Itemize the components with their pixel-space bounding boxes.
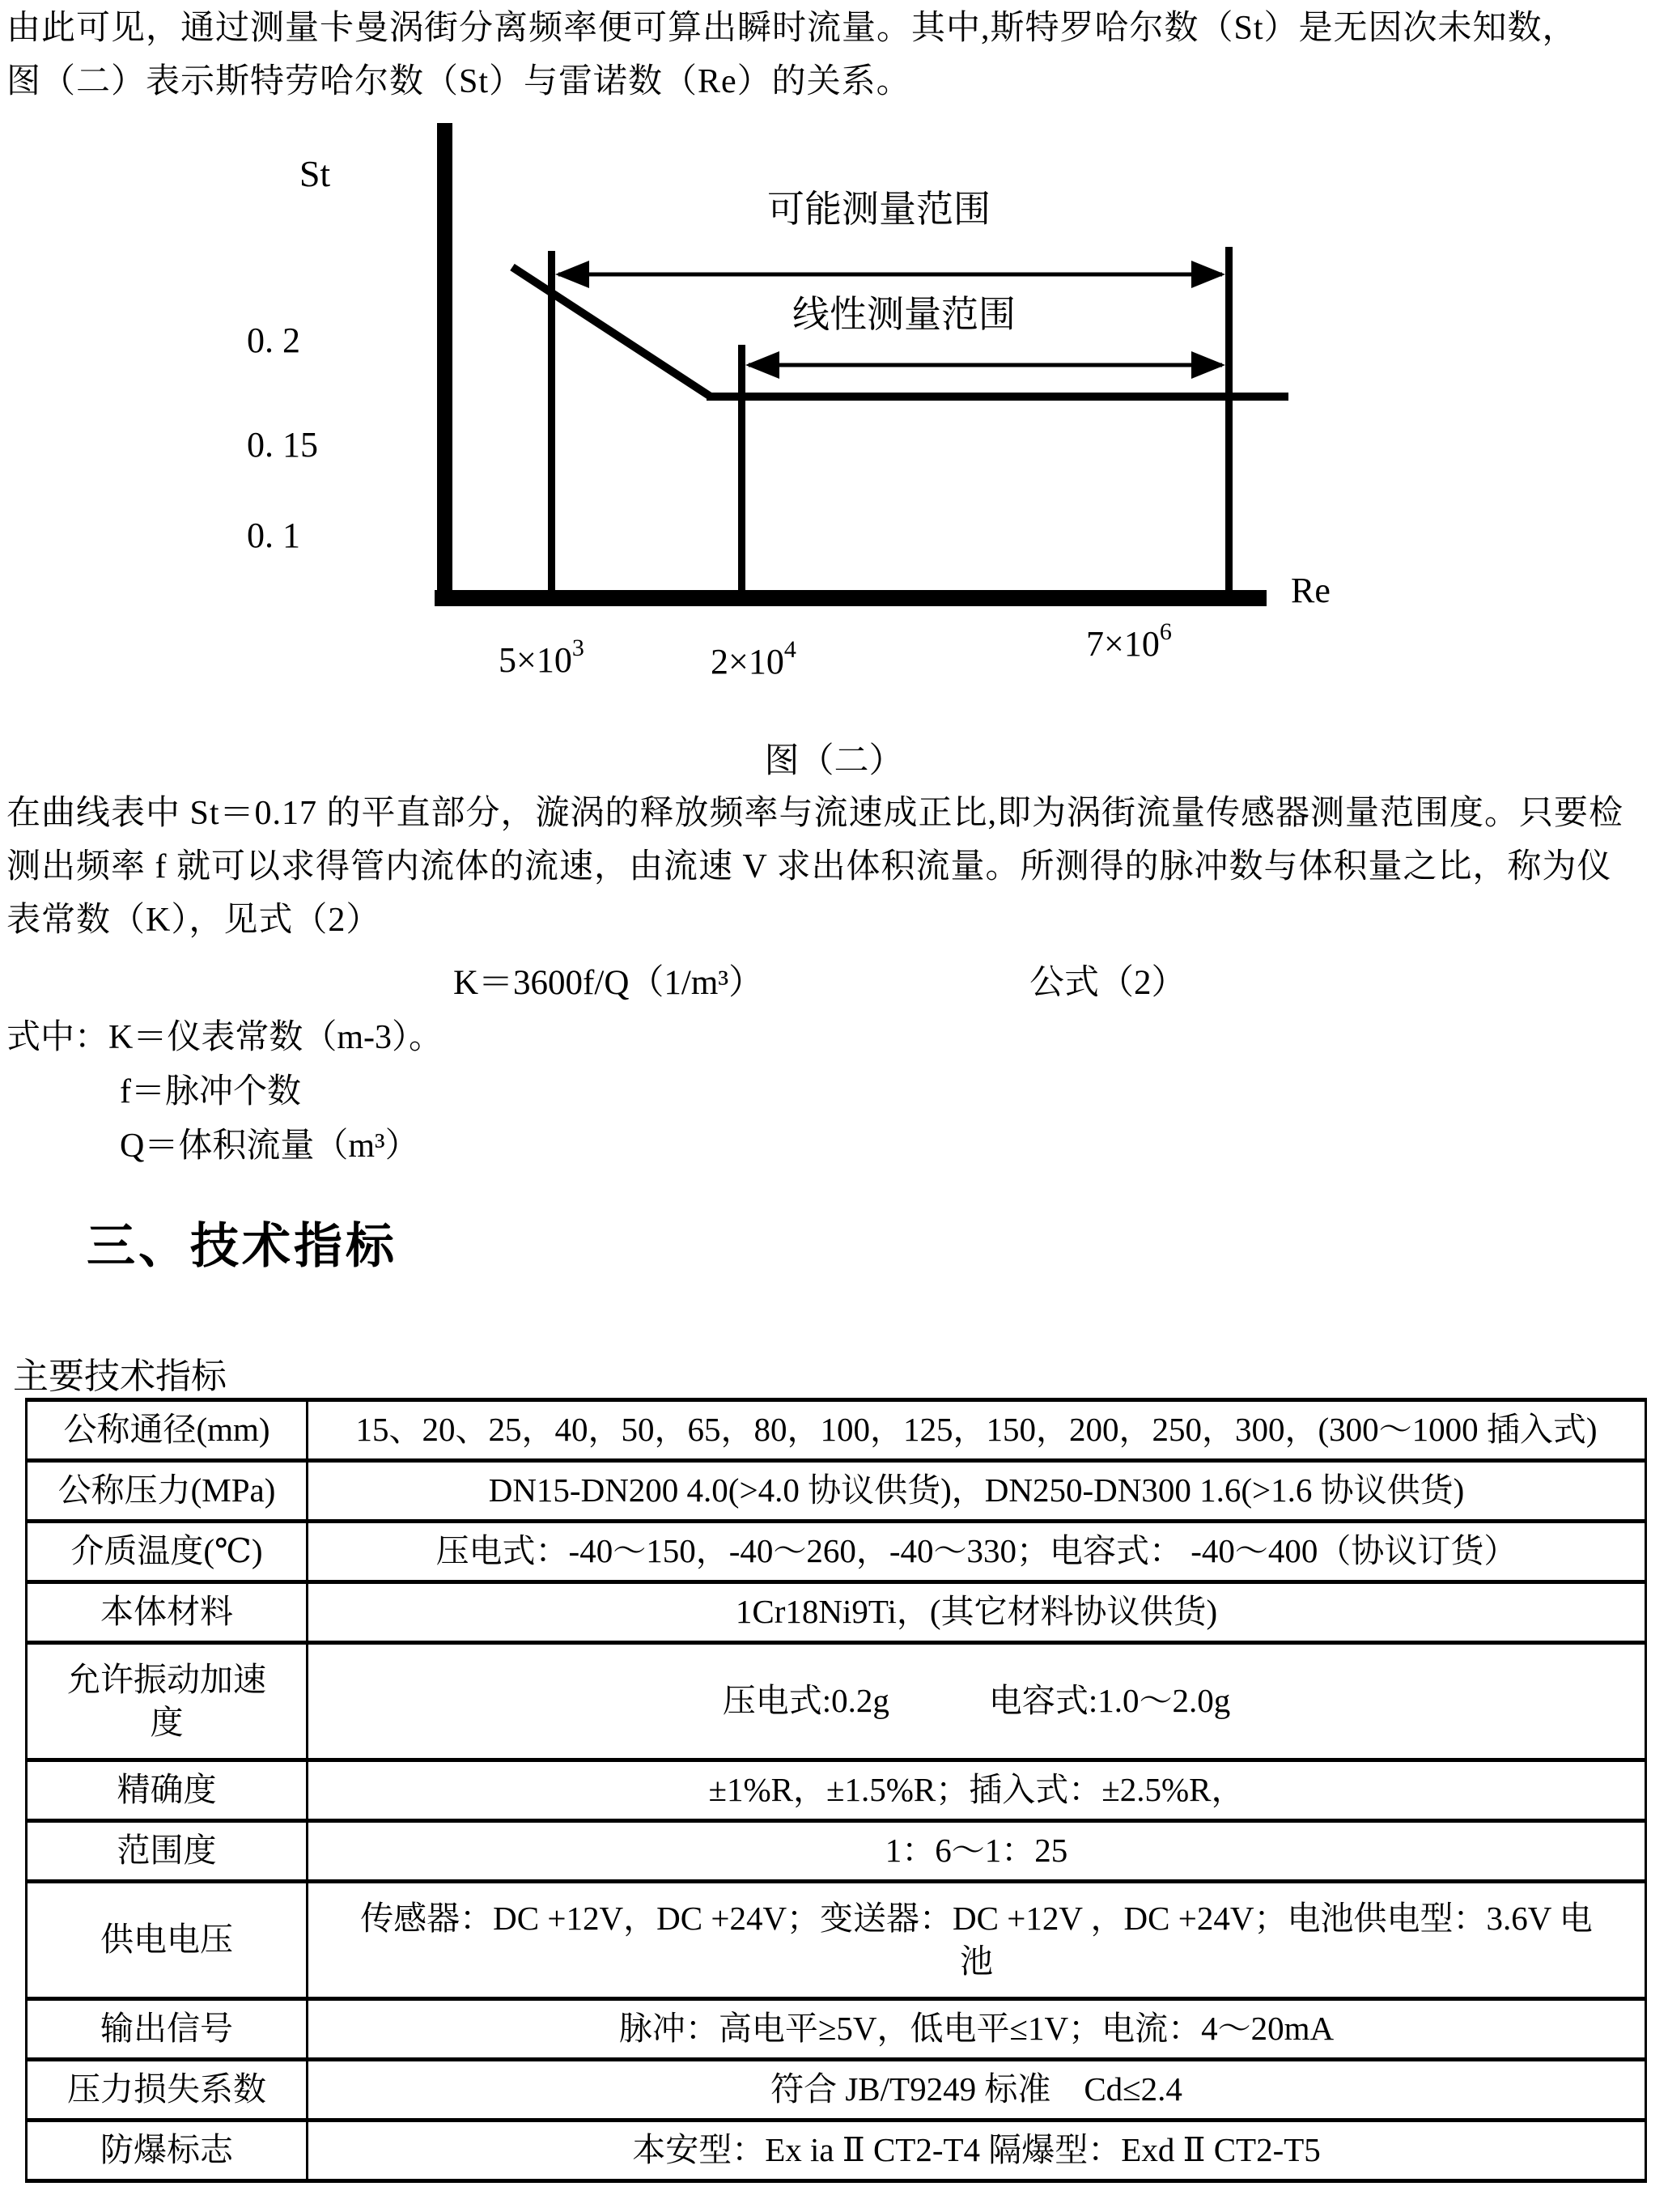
x-tick-label: $2\times 10^4$: [711, 636, 796, 681]
row-label-cell: [27, 1643, 308, 1760]
row-label-line: 度: [150, 1704, 184, 1741]
row-value-cell: DN15-DN200 4.0(>4.0 协议供货)，DN250-DN300 1.6(>1.6 协议供货): [308, 1461, 1646, 1522]
y-axis-line: [437, 123, 452, 606]
table-title: 主要技术指标: [13, 1356, 227, 1396]
table-row: [27, 1643, 1646, 1760]
row-value-cell: 压电式：-40～150，-40～260，-40～330；电容式： -40～400（协议订货）: [308, 1522, 1646, 1582]
y-tick-label: 0. 2: [247, 321, 300, 360]
linear-range-label: 线性测量范围: [792, 294, 1016, 335]
possible-range-label: 可能测量范围: [767, 189, 991, 230]
x-axis-line: [435, 590, 1267, 606]
table-row: [27, 1400, 1646, 1461]
row-label-cell: 输出信号: [27, 1999, 308, 2060]
row-value-cell: 1Cr18Ni9Ti，(其它材料协议供货): [308, 1582, 1646, 1643]
row-label-cell: 公称压力(MPa): [27, 1461, 308, 1522]
ref-line-2e4: [738, 345, 745, 605]
figure-2-chart: [0, 0, 1668, 720]
row-label-cell: 本体材料: [27, 1582, 308, 1643]
linear-range-arrow: [745, 351, 1225, 379]
table-row: [27, 1760, 1646, 1821]
row-value-cell: 压电式:0.2g 电容式:1.0～2.0g: [308, 1643, 1646, 1760]
y-tick-label: 0. 15: [247, 425, 318, 465]
figure-caption: 图（二）: [764, 742, 904, 780]
table-row: [27, 2121, 1646, 2181]
x-tick-label: $5\times 10^3$: [499, 635, 584, 680]
paragraph-line: 测出频率 f 就可以求得管内流体的流速，由流速 V 求出体积流量。所测得的脉冲数与体积量之比，称为仪: [6, 848, 1612, 885]
ref-line-5e3: [548, 251, 555, 605]
row-label-cell: 压力损失系数: [27, 2060, 308, 2121]
row-label-cell: 防爆标志: [27, 2121, 308, 2181]
y-axis-label: St: [299, 153, 331, 194]
row-label-line: 允许振动加速: [67, 1660, 266, 1698]
row-label-cell: 范围度: [27, 1821, 308, 1882]
ref-line-7e6: [1225, 247, 1233, 605]
paragraph-line: 在曲线表中 St＝0.17 的平直部分，漩涡的释放频率与流速成正比,即为涡街流量传感器测量范围度。只要检: [6, 795, 1624, 832]
table-row: [27, 1461, 1646, 1522]
definition-q: Q＝体积流量（m³）: [120, 1127, 419, 1165]
row-value-line: 传感器：DC +12V，DC +24V；变送器：DC +12V ，DC +24V；电池供电型：3.6V 电: [360, 1899, 1593, 1937]
paragraph-line: 图（二）表示斯特劳哈尔数（St）与雷诺数（Re）的关系。: [6, 63, 911, 100]
row-value-cell: 本安型：Ex ia Ⅱ CT2-T4 隔爆型：Exd Ⅱ CT2-T5: [308, 2121, 1646, 2181]
paragraph-line: 表常数（K），见式（2）: [6, 902, 381, 939]
formula-expression: K＝3600f/Q（1/m³）: [453, 964, 764, 1002]
table-row: [27, 1999, 1646, 2060]
table-row: [27, 1821, 1646, 1882]
row-label-cell: 精确度: [27, 1760, 308, 1821]
paragraph-line: 由此可见，通过测量卡曼涡街分离频率便可算出瞬时流量。其中,斯特罗哈尔数（St）是无因次未知数，: [6, 10, 1577, 47]
y-tick-label: 0. 1: [247, 516, 300, 555]
section-heading: 三、技术指标: [87, 1219, 397, 1273]
row-label-cell: 公称通径(mm): [27, 1400, 308, 1461]
row-value-cell: 符合 JB/T9249 标准 Cd≤2.4: [308, 2060, 1646, 2121]
table-row: [27, 1882, 1646, 1999]
formula-tag: 公式（2）: [1029, 964, 1186, 1002]
table-row: [27, 2060, 1646, 2121]
x-axis-label: Re: [1291, 571, 1331, 610]
definition-f: f＝脉冲个数: [120, 1073, 301, 1110]
row-label-cell: 介质温度(℃): [27, 1522, 308, 1582]
row-value-cell: ±1%R，±1.5%R；插入式：±2.5%R，: [308, 1760, 1646, 1821]
table-row: [27, 1522, 1646, 1582]
x-tick-label: $7\times 10^6$: [1086, 618, 1172, 664]
curve-diagonal-segment: [512, 267, 711, 397]
row-value-cell: 1：6～1：25: [308, 1821, 1646, 1882]
table-row: [27, 1582, 1646, 1643]
row-value-line: 池: [960, 1942, 993, 1980]
row-label-cell: 供电电压: [27, 1882, 308, 1999]
body-paragraph: [6, 787, 1623, 947]
possible-range-arrow: [555, 261, 1225, 288]
row-value-cell: 15、20、25，40，50，65，80，100，125，150，200，250，300，(300～1000 插入式): [308, 1400, 1646, 1461]
row-value-cell: [308, 1882, 1646, 1999]
definition-k: 式中：K＝仪表常数（m-3）。: [6, 1019, 443, 1056]
spec-table: [25, 1398, 1647, 2183]
row-value-cell: 脉冲：高电平≥5V，低电平≤1V；电流：4～20mA: [308, 1999, 1646, 2060]
